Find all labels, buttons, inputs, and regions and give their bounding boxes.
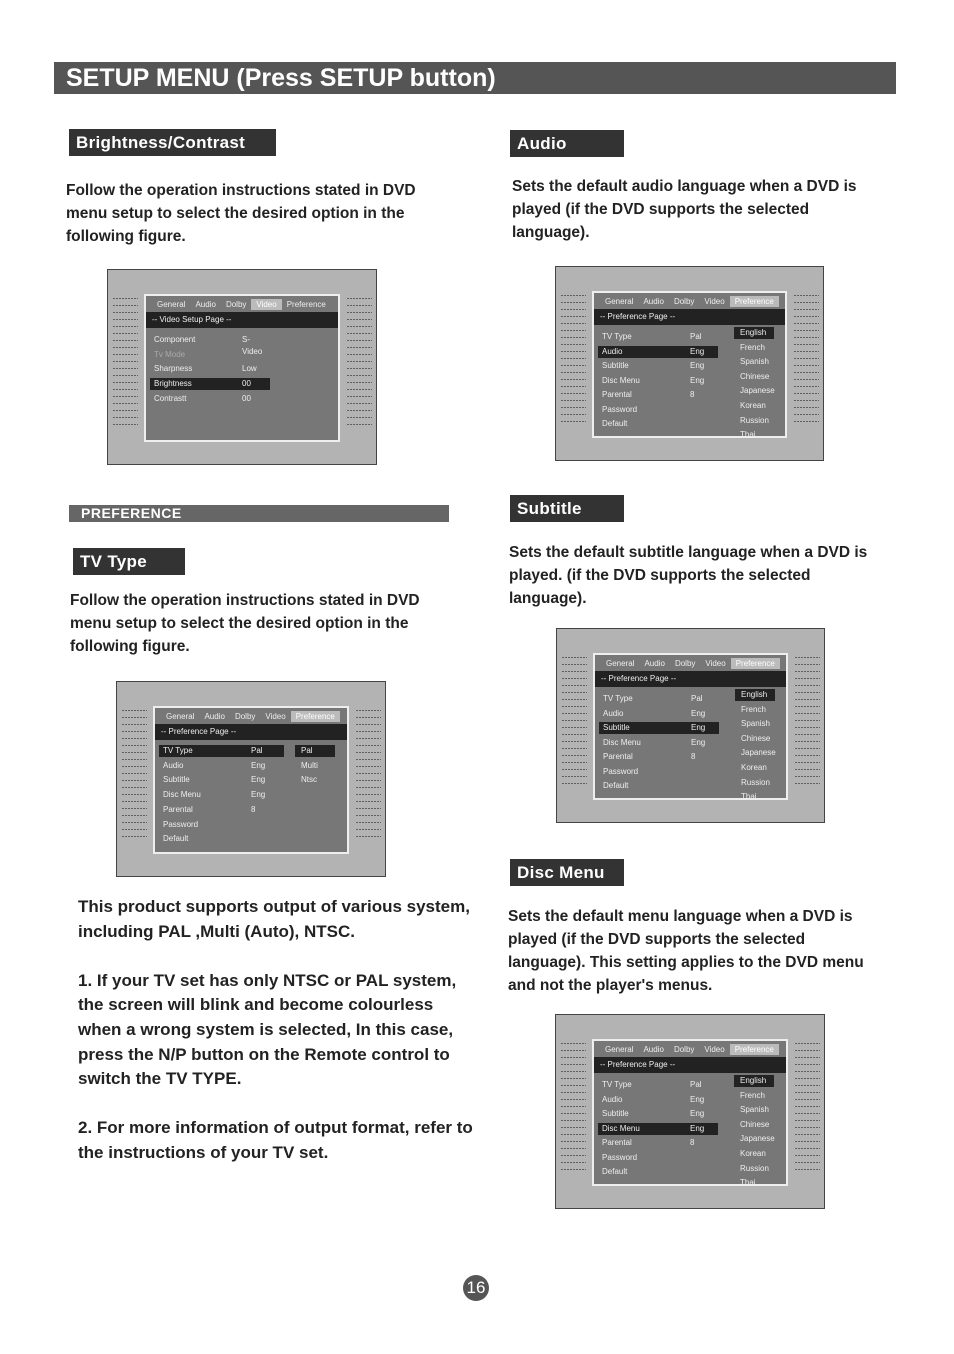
osd-option: Chinese [740,371,770,381]
audio-text: Sets the default audio language when a DVD is played (if the DVD supports the selected language). [512,178,857,241]
osd-row-value: Eng [251,760,266,770]
left-speaker-grille [560,1043,586,1171]
osd-page-title: -- Preference Page -- [155,724,347,740]
right-speaker-grille [355,710,381,838]
subtitle-heading: Subtitle [510,495,624,522]
osd-row-value: Eng [251,775,266,785]
osd-tab-preference: Preference [730,296,779,307]
osd-row [598,1137,718,1149]
osd-tabs [161,711,343,722]
osd-tab-dolby: Dolby [234,712,256,721]
osd-row-value: 8 [690,1138,695,1147]
video-setup-screenshot [107,269,377,465]
osd-tab-audio: Audio [644,659,665,668]
osd-row-label: Default [603,781,629,790]
osd-option: Chinese [741,733,771,743]
osd-tab-video: Video [705,659,726,668]
osd-row-label: Parental [602,390,632,399]
osd-option: Chinese [740,1119,770,1129]
osd-row-value: 8 [691,752,696,761]
osd-row [598,404,718,416]
osd-option: Russion [740,1163,769,1173]
osd-tab-general: General [605,297,634,306]
osd-row [598,1152,718,1164]
osd-row-value: Eng [251,790,266,800]
osd-tab-video: Video [704,297,725,306]
osd-row-label: Subtitle [163,775,190,785]
osd-tab-video: Video [251,299,281,310]
osd-tab-audio: Audio [204,712,225,721]
osd-row-label: Contrastt [154,393,187,403]
osd-row [159,804,284,816]
osd-page-title: -- Preference Page -- [595,671,786,687]
osd-row-label: Password [602,1152,638,1162]
audio-screenshot [555,266,824,461]
osd-row-value: S-Video [242,335,263,356]
osd-option: Japanese [741,748,776,758]
osd-row-label: Audio [602,1094,623,1104]
osd-tab-preference: Preference [291,711,340,722]
osd-option: Russion [741,777,770,787]
osd-row-value: 8 [690,390,695,399]
osd-row-label: TV Type [602,1080,632,1089]
page-number: 16 [463,1275,489,1301]
osd-tab-preference: Preference [730,1044,779,1055]
tvtype-heading: TV Type [73,548,185,575]
osd-option: Korean [740,1149,766,1158]
osd-row-value: Pal [690,332,702,341]
osd-tab-general: General [605,1045,634,1054]
osd-tab-general: General [606,659,635,668]
osd-option: English [734,1075,774,1087]
osd-row [159,819,284,831]
osd-option: Thai [740,1178,756,1188]
osd-row [598,1166,718,1178]
osd-tab-dolby: Dolby [673,1045,695,1054]
osd-row-label: Password [603,766,639,776]
osd-row-label: Parental [603,752,633,761]
osd-row-value: 00 [242,379,251,389]
osd-row-label: Subtitle [602,1109,629,1118]
osd-row [598,1108,718,1120]
osd-tab-video: Video [704,1045,725,1054]
osd-row-label: Default [602,419,628,428]
right-speaker-grille [794,1043,820,1171]
osd-option: Pal [295,745,335,757]
osd-tab-audio: Audio [643,1045,664,1054]
osd-row-label: Audio [603,708,624,718]
osd-row [150,378,270,390]
osd-row-value: Pal [251,746,263,755]
osd-option: Thai [740,430,756,440]
osd-row-value: Pal [691,694,703,703]
osd-row [598,375,718,387]
osd-row-label: Password [163,819,199,829]
discmenu-screenshot [555,1014,825,1209]
osd-row-label: Tv Mode [154,349,186,359]
osd-row [150,349,270,361]
osd-row-value: Eng [690,346,705,356]
osd-option: Russion [740,415,769,425]
left-speaker-grille [121,710,147,838]
left-speaker-grille [112,298,138,426]
osd-row [598,1094,718,1106]
osd-screen [153,706,349,854]
osd-row-label: Disc Menu [602,375,640,385]
right-speaker-grille [794,657,820,785]
osd-option: Japanese [740,1134,775,1144]
osd-option: Spanish [741,719,770,729]
osd-row-value: Eng [690,361,705,370]
osd-row-label: Subtitle [602,361,629,370]
osd-tab-video: Video [265,712,286,721]
osd-row [598,346,718,358]
osd-screen [592,291,787,438]
osd-row [599,708,719,720]
osd-row-label: Sharpness [154,364,193,374]
osd-row [598,418,718,430]
osd-row-label: Brightness [154,379,192,389]
osd-option: French [740,342,765,352]
osd-page-title: -- Preference Page -- [594,309,785,325]
osd-row [598,1123,718,1135]
osd-tab-preference: Preference [286,300,326,309]
osd-row [159,745,284,757]
preference-section-bar: PREFERENCE [69,505,449,522]
osd-option: Ntsc [301,775,317,785]
osd-row [159,789,284,801]
osd-row-value: Eng [690,1123,705,1133]
osd-row-label: Audio [163,760,184,770]
osd-row-value: Eng [690,375,705,385]
osd-row [598,389,718,401]
osd-row [150,363,270,375]
osd-row-label: Parental [163,804,193,814]
osd-option: French [740,1090,765,1100]
osd-screen [592,1039,788,1186]
brightness-heading: Brightness/Contrast [69,129,276,156]
osd-option: Korean [741,763,767,772]
osd-row-label: TV Type [603,694,633,703]
right-speaker-grille [793,295,819,423]
left-speaker-grille [561,657,587,785]
tvtype-notes [78,895,473,1190]
osd-row-label: Disc Menu [603,737,641,747]
osd-page-title: -- Preference Page -- [594,1057,786,1073]
osd-row-label: Parental [602,1138,632,1147]
tvtype-screenshot [116,681,386,877]
osd-row-value: 8 [251,804,256,814]
osd-option: French [741,704,766,714]
note-systems: This product supports output of various system, including PAL ,Multi (Auto), NTSC. [78,897,470,941]
osd-row-label: Default [602,1167,628,1176]
subtitle-text: Sets the default subtitle language when a DVD is played. (if the DVD supports the selected language). [509,544,868,607]
osd-row-value: 00 [242,393,251,403]
osd-tab-audio: Audio [195,300,216,309]
osd-tab-dolby: Dolby [674,659,696,668]
osd-row-value: Eng [691,723,706,732]
osd-row-label: Audio [602,346,623,356]
osd-option: Multi [301,760,318,770]
osd-tab-audio: Audio [643,297,664,306]
subtitle-screenshot [556,628,825,823]
osd-tab-general: General [157,300,186,309]
osd-option: Thai [741,792,757,802]
osd-row-value: Eng [691,708,706,718]
osd-row-value: Eng [690,1109,705,1118]
right-speaker-grille [346,298,372,426]
osd-option: English [735,689,775,701]
osd-row-value: Eng [690,1094,705,1104]
osd-screen [593,653,788,800]
osd-option: Spanish [740,1105,769,1115]
osd-row-value: Pal [690,1080,702,1089]
osd-screen [144,294,340,442]
osd-row-label: Default [163,834,189,844]
discmenu-heading: Disc Menu [510,859,624,886]
osd-row-label: Disc Menu [163,790,201,800]
osd-row [599,722,719,734]
osd-row [159,833,284,845]
osd-row [598,360,718,372]
osd-row-label: TV Type [163,746,193,755]
tvtype-text: Follow the operation instructions stated in DVD menu setup to select the desired option in the following figure. [70,592,420,655]
osd-tab-dolby: Dolby [225,300,247,309]
osd-row [150,393,270,405]
osd-row [599,780,719,792]
brightness-text: Follow the operation instructions stated in DVD menu setup to select the desired option in the following figure. [66,182,416,245]
osd-row [599,737,719,749]
page-banner: SETUP MENU (Press SETUP button) [54,62,896,94]
osd-row [159,774,284,786]
osd-row-label: Disc Menu [602,1123,640,1133]
osd-tab-general: General [166,712,195,721]
osd-tabs [152,299,334,310]
osd-page-title: -- Video Setup Page -- [146,312,338,328]
discmenu-text: Sets the default menu language when a DVD is played (if the DVD supports the selected language). This setting applies to the DVD menu and not the player's menus. [508,908,864,994]
osd-option: Japanese [740,386,775,396]
osd-row [599,766,719,778]
osd-row-value: Low [242,364,257,374]
osd-tab-dolby: Dolby [673,297,695,306]
osd-row [599,693,719,705]
audio-heading: Audio [510,130,624,157]
osd-row-label: TV Type [602,332,632,341]
osd-row-label: Password [602,404,638,414]
note-more-info: 2. For more information of output format, refer to the instructions of your TV set. [78,1118,473,1162]
osd-tabs [600,1044,782,1055]
osd-tab-preference: Preference [731,658,780,669]
osd-row [598,331,718,343]
osd-option: Spanish [740,357,769,367]
osd-row [599,751,719,763]
note-blink: 1. If your TV set has only NTSC or PAL system, the screen will blink and become colourless when a wrong system is selected, In this case, press the N/P button on the Remote control to switch the TV TYPE. [78,970,457,1089]
osd-option: English [734,327,774,339]
osd-option: Korean [740,401,766,410]
osd-row-label: Component [154,335,196,344]
left-speaker-grille [560,295,586,423]
osd-row-label: Subtitle [603,723,630,732]
osd-tabs [601,658,782,669]
osd-row [598,1079,718,1091]
osd-row-value: Eng [691,737,706,747]
osd-row [159,760,284,772]
osd-tabs [600,296,781,307]
